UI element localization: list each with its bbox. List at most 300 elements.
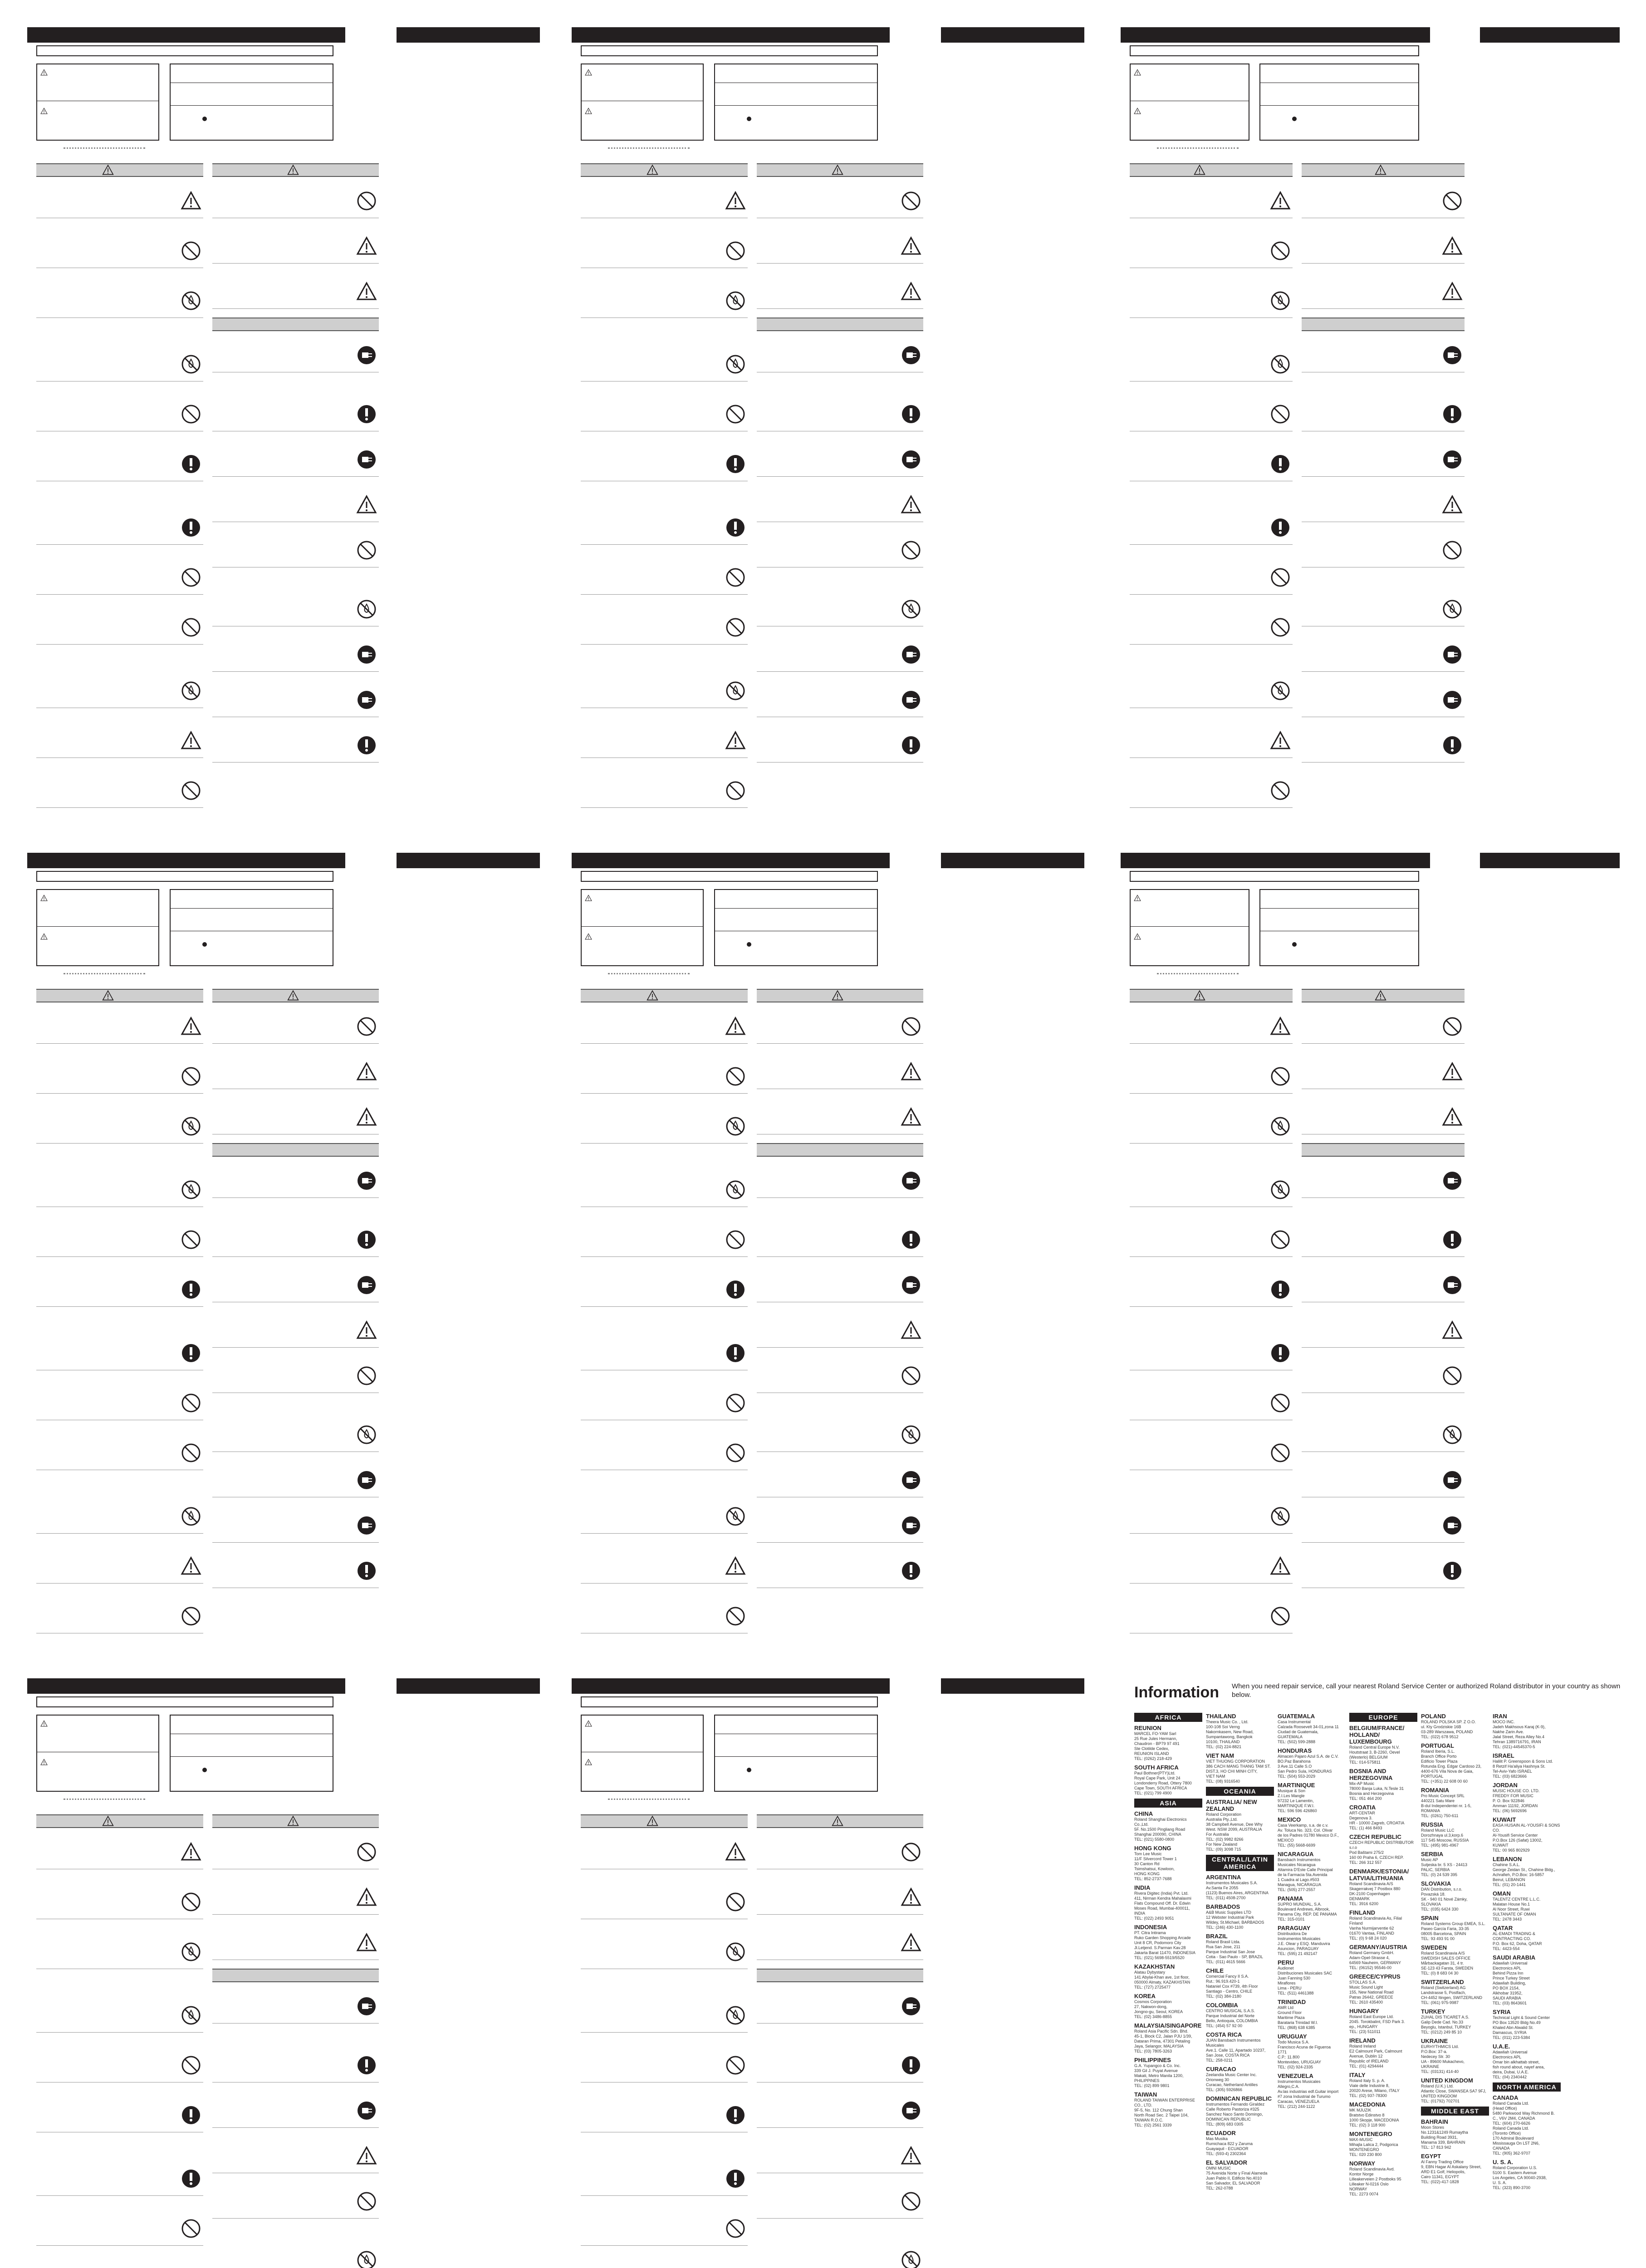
country-name: INDIA (1134, 1884, 1151, 1891)
warning-triangle-icon (356, 494, 377, 515)
country-name: QATAR (1493, 1925, 1513, 1931)
row-divider (1130, 1143, 1293, 1144)
dealer-line: 050000 Almaty, KAZAKHSTAN (1134, 1980, 1190, 1984)
row-divider (1130, 544, 1293, 545)
dealer-line: CO., LTD. (1134, 2103, 1152, 2107)
dealer-line: TEL: (0) 24 539 395 (1421, 1872, 1458, 1877)
warning-triangle-icon (725, 1556, 746, 1577)
dealer-line: Roland (U.K.) Ltd. (1421, 2084, 1454, 2088)
unplug-icon (1442, 345, 1463, 366)
warning-triangle-icon (1193, 164, 1207, 176)
dealer-line: 411, Nirman Kendra Mahalaxmi (1134, 1896, 1191, 1901)
dealer-line: PHILIPPINES (1134, 2078, 1160, 2083)
region-header: NORTH AMERICA (1493, 2082, 1561, 2092)
country-name: BOSNIA AND HERZEGOVINA (1349, 1768, 1393, 1781)
unplug-icon (901, 1996, 921, 2017)
dealer-line: Asuncion, PARAGUAY (1278, 1946, 1319, 1951)
dealer-line: Wildey, St.Michael, BARBADOS (1206, 1920, 1264, 1925)
dealer-line: PO Box 13520 Bldg No.49 (1493, 2020, 1541, 2025)
dealer-line: Mårbackagatan 31, 4 tr. (1421, 1961, 1464, 1965)
no-water-icon (181, 1116, 201, 1137)
dealer-line: Co.,Ltd. (1134, 1822, 1149, 1827)
dealer-line: North Road Sec. 2 Taipei 104, (1134, 2113, 1189, 2117)
country-name: MEXICO (1278, 1816, 1301, 1823)
no-water-icon (901, 599, 921, 620)
dealer-line: Music AP (1421, 1857, 1438, 1862)
dealer-line: Jaya, Selangor, MALAYSIA (1134, 2044, 1184, 2048)
dealer-line: REUNION ISLAND (1134, 1751, 1169, 1756)
dealer-line: Chahine S.A.L. (1493, 1862, 1520, 1867)
dealer-line: ROMANIA (1421, 1809, 1440, 1813)
country-name: AUSTRALIA/ NEW ZEALAND (1206, 1799, 1257, 1812)
country-name: RUSSIA (1421, 1821, 1444, 1828)
explanation-box-right (714, 1715, 878, 1792)
dealer-line: Parque Industrial del Norte (1206, 2014, 1255, 2018)
warning-triangle-icon (287, 990, 300, 1002)
dealer-line: SAUDI ARABIA (1493, 1996, 1521, 2000)
dealer-line: Omar bin alkhattab street, (1493, 2060, 1540, 2064)
mandatory-action-icon (181, 2105, 201, 2126)
dealer-line: Bello, Antioquia, COLOMBIA (1206, 2019, 1258, 2023)
dealer-line: Roland Italy S. p. A. (1349, 2078, 1386, 2083)
explanation-box-right (170, 64, 334, 141)
prohibited-icon (725, 780, 746, 801)
prohibited-icon (181, 1606, 201, 1627)
dealer-line: C.P.: 11.800 (1278, 2055, 1300, 2059)
prohibited-icon (1270, 1393, 1291, 1413)
dealer-line: Music Sound Light (1349, 1985, 1383, 1989)
mandatory-action-icon (725, 2105, 746, 2126)
dealer-line: TEL: (03) 8643601 (1493, 2001, 1527, 2005)
dealer-line: Zeelandia Music Center Inc. (1206, 2072, 1257, 2077)
prohibited-icon (725, 567, 746, 588)
dealer-line: TEL: (08) 9316540 (1206, 1779, 1240, 1784)
country-name: GREECE/CYPRUS (1349, 1973, 1401, 1980)
warning-triangle-icon (1270, 1556, 1291, 1577)
mandatory-action-icon (356, 1560, 377, 1581)
warning-triangle-icon (356, 1107, 377, 1128)
row-divider (1302, 263, 1465, 264)
dealer-line: Ruko Garden Shopping Arcade (1134, 1936, 1191, 1940)
no-water-icon (725, 1506, 746, 1527)
row-divider (212, 2127, 379, 2128)
warning-triangle-icon (1442, 236, 1463, 257)
row-divider (581, 1043, 748, 1044)
dealer-line: ul. Kty Grodziskie 16B (1421, 1725, 1461, 1729)
prohibited-icon (1270, 617, 1291, 638)
title-box (581, 1696, 878, 1707)
dealer-line: Moses Road, Mumbai-400011, (1134, 1906, 1190, 1911)
warning-header (1130, 163, 1293, 177)
mandatory-action-icon (181, 1343, 201, 1364)
row-divider (581, 644, 748, 645)
dealer-line: Lima - PERU (1278, 1986, 1302, 1990)
dealer-line: ROLAND TAIWAN ENTERPRISE (1134, 2098, 1195, 2102)
warning-header (36, 989, 203, 1002)
dealer-line: Avenue, Dublin 12 (1349, 2054, 1383, 2058)
warning-triangle-icon (287, 1815, 300, 1827)
explanation-box-right (1259, 889, 1419, 966)
dealer-line: Bosnia and Herzegovina (1349, 1791, 1394, 1796)
country-name: PORTUGAL (1421, 1742, 1454, 1749)
country-name: POLAND (1421, 1713, 1446, 1720)
dealer-line: San Salvador, EL SALVADOR (1206, 2181, 1260, 2185)
warning-triangle-icon (181, 1016, 201, 1037)
dealer-line: Adam-Opel-Strasse 4, (1349, 1955, 1390, 1960)
dealer-line: 4400-676 Vila Nova de Gaia, (1421, 1769, 1474, 1774)
dealer-line: Skagerrakvej 7 Postbox 880 (1349, 1887, 1401, 1891)
title-box (36, 871, 333, 882)
prohibited-icon (725, 1229, 746, 1250)
row-divider (1130, 1533, 1293, 1534)
row-divider (36, 2032, 203, 2033)
dealer-line: Cairo 11341, EGYPT (1421, 2175, 1459, 2179)
prohibited-icon (356, 1365, 377, 1386)
warning-header (36, 1814, 203, 1828)
dealer-line: TEL: (02) 384-2180 (1206, 1994, 1242, 1999)
prohibited-icon (725, 240, 746, 261)
dealer-line: TEL: (021) 799 4900 (1134, 1791, 1172, 1795)
dealer-line: Electronics APL (1493, 2055, 1522, 2059)
row-divider (1130, 594, 1293, 595)
dealer-line: 12 Webster Industrial Park (1206, 1915, 1254, 1920)
dealer-line: TEL: (03131) 414-40 (1421, 2069, 1459, 2074)
dealer-line: TEL: (0262) 218-429 (1134, 1756, 1172, 1761)
dealer-line: Roland Music LLC (1421, 1828, 1455, 1833)
country-name: SAUDI ARABIA (1493, 1954, 1536, 1961)
prohibited-icon (1270, 240, 1291, 261)
dealer-line: Roland Systems Group EMEA, S.L. (1421, 1921, 1486, 1926)
prohibited-icon (1442, 540, 1463, 561)
dealer-line: Bratstvo Edinstvo 8 (1349, 2113, 1385, 2117)
row-divider (757, 671, 924, 672)
prohibited-icon (901, 2191, 921, 2212)
dealer-line: Roland Iberia, S.L. (1421, 1749, 1455, 1754)
country-name: DENMARK/ESTONIA/ LATVIA/LITHUANIA (1349, 1868, 1409, 1882)
row-divider (36, 2245, 203, 2246)
warning-triangle-icon (725, 1016, 746, 1037)
dealer-line: Nakornkasem, New Road, (1206, 1730, 1254, 1734)
dealer-line: Ciudad de Guatemala, (1278, 1730, 1319, 1734)
row-divider (212, 1542, 379, 1543)
mandatory-action-icon (356, 1229, 377, 1250)
warning-header (581, 1814, 748, 1828)
dotted-separator (64, 973, 145, 974)
dealer-line: Unit 8 CR, Podomoro City (1134, 1941, 1181, 1945)
dealer-line: TEL: 051 464 200 (1349, 1796, 1382, 1801)
dealer-line: TEL: 17 813 942 (1421, 2145, 1451, 2150)
row-divider (757, 762, 924, 763)
dealer-line: Roland Ireland (1349, 2044, 1376, 2048)
prohibited-icon (901, 191, 921, 211)
dealer-line: UNITED KINGDOM (1421, 2094, 1457, 2098)
row-divider (581, 1256, 748, 1257)
dealer-line: Sutjeska br. 5 XS - 24413 (1421, 1862, 1468, 1867)
warning-triangle-icon (646, 990, 660, 1002)
warning-triangle-icon (1442, 1061, 1463, 1082)
dealer-line: SWEDISH SALES OFFICE (1421, 1956, 1471, 1960)
dotted-separator (608, 1799, 690, 1800)
dealer-line: Londonderry Road, Ottery 7800 (1134, 1781, 1192, 1785)
dealer-line: TEL: 596 596 426860 (1278, 1809, 1317, 1813)
row-divider (1302, 671, 1465, 672)
dealer-line: TEL: (868) 638 6385 (1278, 2025, 1315, 2030)
dealer-line: Adawliah Building, (1493, 1981, 1526, 1985)
dealer-line: Dorozhnaya ul.3,korp.6 (1421, 1833, 1464, 1838)
prohibited-icon (1270, 1066, 1291, 1087)
row-divider (757, 1542, 924, 1543)
dealer-line: TEL: 2478 3443 (1493, 1917, 1522, 1921)
dealer-line: P.O. Box 62, Doha, QATAR (1493, 1941, 1542, 1946)
dealer-line: Halilit P. Greenspoon & Sons Ltd. (1493, 1759, 1553, 1764)
explanation-box-right (1259, 64, 1419, 141)
warning-triangle-icon (287, 164, 300, 176)
dealer-line: Cosmos Corporation (1134, 1999, 1172, 2004)
dealer-line: TEL: (06) 5692696 (1493, 1809, 1527, 1813)
prohibited-icon (725, 617, 746, 638)
dealer-line: Ground Floor (1278, 2010, 1302, 2015)
dealer-line: CENTRO MUSICAL S.A.S. (1206, 2009, 1255, 2013)
no-water-icon (725, 1941, 746, 1962)
dealer-line: Degenova 3. (1349, 1816, 1373, 1820)
prohibited-icon (181, 1442, 201, 1463)
row-divider (757, 2023, 924, 2024)
dealer-line: JUAN Bansbach Instrumentos (1206, 2038, 1261, 2043)
caution-header (212, 1969, 379, 1982)
warning-triangle-icon (356, 281, 377, 302)
dealer-line: Todo Musica S.A. (1278, 2040, 1310, 2044)
unplug-icon (1442, 1515, 1463, 1536)
header-bar (397, 27, 540, 43)
dealer-line: CZECH REPUBLIC DISTRIBUTOR s.r.o (1349, 1840, 1414, 1850)
dealer-line: Boulevard Andrews, Albrook, (1278, 1907, 1330, 1911)
dealer-line: TEL: (02) 899 9801 (1134, 2083, 1170, 2088)
prohibited-icon (725, 1892, 746, 1912)
dealer-line: TEL: (01) 4294444 (1349, 2064, 1384, 2068)
country-name: VIET NAM (1206, 1752, 1234, 1759)
dealer-line: TEL: (02) 224-8821 (1206, 1745, 1242, 1749)
dealer-line: TEL: (0) 8 683 04 30 (1421, 1971, 1459, 1975)
dealer-line: Royal Cape Park, Unit 24 (1134, 1776, 1181, 1780)
row-divider (36, 1143, 203, 1144)
dealer-line: TEL: (454) 57 92 00 (1206, 2024, 1243, 2028)
dealer-line: VIET THUONG CORPORATION (1206, 1759, 1265, 1764)
safety-block (27, 853, 540, 1660)
no-water-icon (901, 2250, 921, 2268)
dealer-line: PALIC, SERBIA (1421, 1867, 1450, 1872)
mandatory-action-icon (901, 2055, 921, 2076)
row-divider (212, 476, 379, 477)
warning-triangle-icon (1442, 281, 1463, 302)
dealer-line: Damascus, SYRIA (1493, 2030, 1527, 2035)
dealer-line: Vanha Nurmijarventie 62 (1349, 1926, 1394, 1931)
mandatory-action-icon (181, 517, 201, 538)
country-name: HUNGARY (1349, 2008, 1379, 2014)
dealer-line: TEL: 258-0211 (1206, 2058, 1233, 2063)
warning-triangle-icon (725, 730, 746, 751)
country-name: IRAN (1493, 1713, 1507, 1720)
dealer-line: Musique & Son (1278, 1789, 1306, 1793)
mandatory-action-icon (1442, 404, 1463, 425)
row-divider (212, 1256, 379, 1257)
dealer-line: GUATEMALA (1278, 1735, 1303, 1739)
country-name: NORWAY (1349, 2160, 1376, 2167)
dealer-line: DAN Distribution, s.r.o. (1421, 1887, 1463, 1892)
dealer-line: TEL: 014-575811 (1349, 1760, 1381, 1765)
dealer-line: TEL: 93 493 91 00 (1421, 1936, 1455, 1941)
dealer-line: Mississauga On L5T 2N6, (1493, 2141, 1540, 2146)
dealer-line: Guayaquil - ECUADOR (1206, 2146, 1249, 2151)
no-water-icon (725, 1116, 746, 1137)
prohibited-icon (1270, 780, 1291, 801)
country-name: VENEZUELA (1278, 2072, 1313, 2079)
dealer-line: DIST.3, HO CHI MINH CITY, (1206, 1769, 1258, 1774)
dealer-line: 10100, THAILAND (1206, 1740, 1240, 1744)
dealer-line: TEL: (505) 277-2557 (1278, 1887, 1316, 1892)
country-name: SWITZERLAND (1421, 1979, 1464, 1985)
dealer-line: TEL: (593-4) 2302364 (1206, 2151, 1246, 2156)
unplug-icon (356, 1275, 377, 1295)
dealer-line: Comercial Fancy II S.A. (1206, 1974, 1249, 1979)
country-name: LEBANON (1493, 1856, 1522, 1862)
mandatory-action-icon (181, 454, 201, 474)
no-water-icon (181, 1179, 201, 1200)
dotted-separator (64, 1799, 145, 1800)
dealer-line: Adawliah Universal (1493, 2050, 1528, 2054)
title-box (1130, 45, 1419, 56)
warning-triangle-icon (356, 1887, 377, 1908)
no-water-icon (725, 2005, 746, 2026)
row-divider (1302, 476, 1465, 477)
caution-header (757, 318, 924, 331)
dealer-line: Roland Brasil Ltda. (1206, 1940, 1241, 1944)
explanation-box-right (170, 1715, 334, 1792)
dealer-line: VIET NAM (1206, 1774, 1225, 1779)
warning-triangle-icon (901, 1061, 921, 1082)
country-name: BAHRAIN (1421, 2118, 1448, 2125)
warning-triangle-icon (181, 191, 201, 211)
dealer-line: OMNI MUSIC (1206, 2166, 1231, 2170)
no-water-icon (1270, 680, 1291, 701)
dealer-line: TEL: 2273 0074 (1349, 2192, 1379, 2196)
dealer-line: FREDDY FOR MUSIC (1493, 1794, 1533, 1798)
dealer-line: Calle Roberto Pastoriza #325 (1206, 2107, 1259, 2112)
dealer-line: Al Fanny Trading Office (1421, 2160, 1464, 2164)
row-divider (36, 1533, 203, 1534)
explanation-box-left (36, 64, 159, 141)
dealer-line: KUWAIT (1493, 1843, 1509, 1848)
dealer-line: Alatau Dybystary (1134, 1970, 1166, 1975)
mandatory-action-icon (725, 517, 746, 538)
information-title: Information (1134, 1684, 1219, 1701)
dealer-line: Cotia - Sao Paulo - SP, BRAZIL (1206, 1955, 1263, 1959)
dealer-line: MONTENEGRO (1349, 2147, 1379, 2152)
dealer-line: Roland Scandinavia Avd. (1349, 2167, 1395, 2171)
prohibited-icon (725, 1066, 746, 1087)
warning-header (36, 163, 203, 177)
header-bar (572, 1678, 890, 1694)
row-divider (36, 1306, 203, 1307)
header-bar (397, 1678, 540, 1694)
dealer-line: Casa Veerkamp, s.a. de c.v. (1278, 1823, 1328, 1828)
country-name: PERU (1278, 1959, 1294, 1966)
dealer-line: (Toronto Office) (1493, 2131, 1521, 2136)
country-name: ECUADOR (1206, 2130, 1236, 2136)
country-name: INDONESIA (1134, 1924, 1167, 1931)
row-divider (757, 476, 924, 477)
dealer-line: Tel-Aviv-Yafo ISRAEL (1493, 1769, 1532, 1774)
dealer-line: TEL: (061) 975-9987 (1421, 2000, 1459, 2005)
dealer-line: Rut.: 96.919.420-1 (1206, 1979, 1240, 1984)
dealer-column (1349, 1710, 1417, 2197)
dealer-line: TALENTZ CENTRE L.L.C. (1493, 1897, 1541, 1901)
dealer-line: B-dul Independentei nr. 1-5, (1421, 1804, 1472, 1808)
prohibited-icon (181, 240, 201, 261)
dealer-line: MOCO INC. (1493, 1720, 1515, 1724)
dealer-line: 1771 (1278, 2050, 1287, 2054)
unplug-icon (1442, 1170, 1463, 1191)
row-divider (1130, 1306, 1293, 1307)
dealer-line: Maritime Plaza (1278, 2015, 1305, 2020)
dealer-line: Chaudron - BP79 97 491 (1134, 1741, 1180, 1746)
no-water-icon (1442, 599, 1463, 620)
prohibited-icon (1270, 404, 1291, 425)
dealer-line: Edificio Tower Plaza (1421, 1759, 1458, 1764)
dealer-line: Kontor Norge (1349, 2172, 1374, 2176)
country-name: THAILAND (1206, 1713, 1236, 1720)
mandatory-action-icon (1442, 1229, 1463, 1250)
no-water-icon (356, 1424, 377, 1445)
dealer-line: TEL: (23) 511011 (1349, 2029, 1381, 2034)
region-header: OCEANIA (1206, 1787, 1274, 1796)
caution-header (212, 1143, 379, 1157)
dealer-line: Viale delle Industrie 8, (1349, 2083, 1390, 2088)
mandatory-action-icon (1270, 517, 1291, 538)
dealer-line: TEL: (02) 3486-8855 (1134, 2014, 1172, 2019)
dealer-line: AL-EMADI TRADING & CONTRACTING CO. (1493, 1931, 1535, 1941)
dealer-line: Santiago - Centro, CHILE (1206, 1989, 1253, 1994)
no-water-icon (1442, 1424, 1463, 1445)
no-water-icon (725, 1179, 746, 1200)
warning-triangle-icon (356, 236, 377, 257)
country-name: KAZAKHSTAN (1134, 1963, 1175, 1970)
dealer-line: SE-123 43 Farsta, SWEDEN (1421, 1966, 1474, 1970)
no-water-icon (725, 354, 746, 375)
row-divider (1130, 807, 1293, 808)
dealer-line: deira, Dubai, U.A.E. (1493, 2070, 1529, 2074)
dealer-line: 5100 S. Eastern Avenue (1493, 2170, 1537, 2175)
dealer-line: Av.las industrias edf.Guitar import (1278, 2089, 1339, 2094)
warning-triangle-icon (181, 1556, 201, 1577)
country-name: CHILE (1206, 1967, 1224, 1974)
row-divider (757, 2218, 924, 2219)
dealer-line: Atlantic Close, SWANSEA SA7 9FJ, (1421, 2089, 1486, 2093)
row-divider (581, 2032, 748, 2033)
row-divider (581, 2195, 748, 2196)
prohibited-icon (725, 2218, 746, 2239)
dealer-line: NORWAY (1349, 2187, 1367, 2191)
unplug-icon (901, 689, 921, 710)
dealer-line: STOLLAS S.A. (1349, 1980, 1377, 1984)
dealer-line: TEL: (604) 270-6626 (1493, 2121, 1531, 2126)
dealer-line: TEL: 852-2737-7688 (1134, 1877, 1172, 1881)
header-bar (397, 853, 540, 868)
row-divider (1302, 1542, 1465, 1543)
row-divider (757, 1914, 924, 1915)
dealer-line: UA - 89600 Mukachevo, (1421, 2059, 1465, 2064)
dealer-line: 117 545 Moscow, RUSSIA (1421, 1838, 1469, 1843)
unplug-icon (356, 1470, 377, 1491)
